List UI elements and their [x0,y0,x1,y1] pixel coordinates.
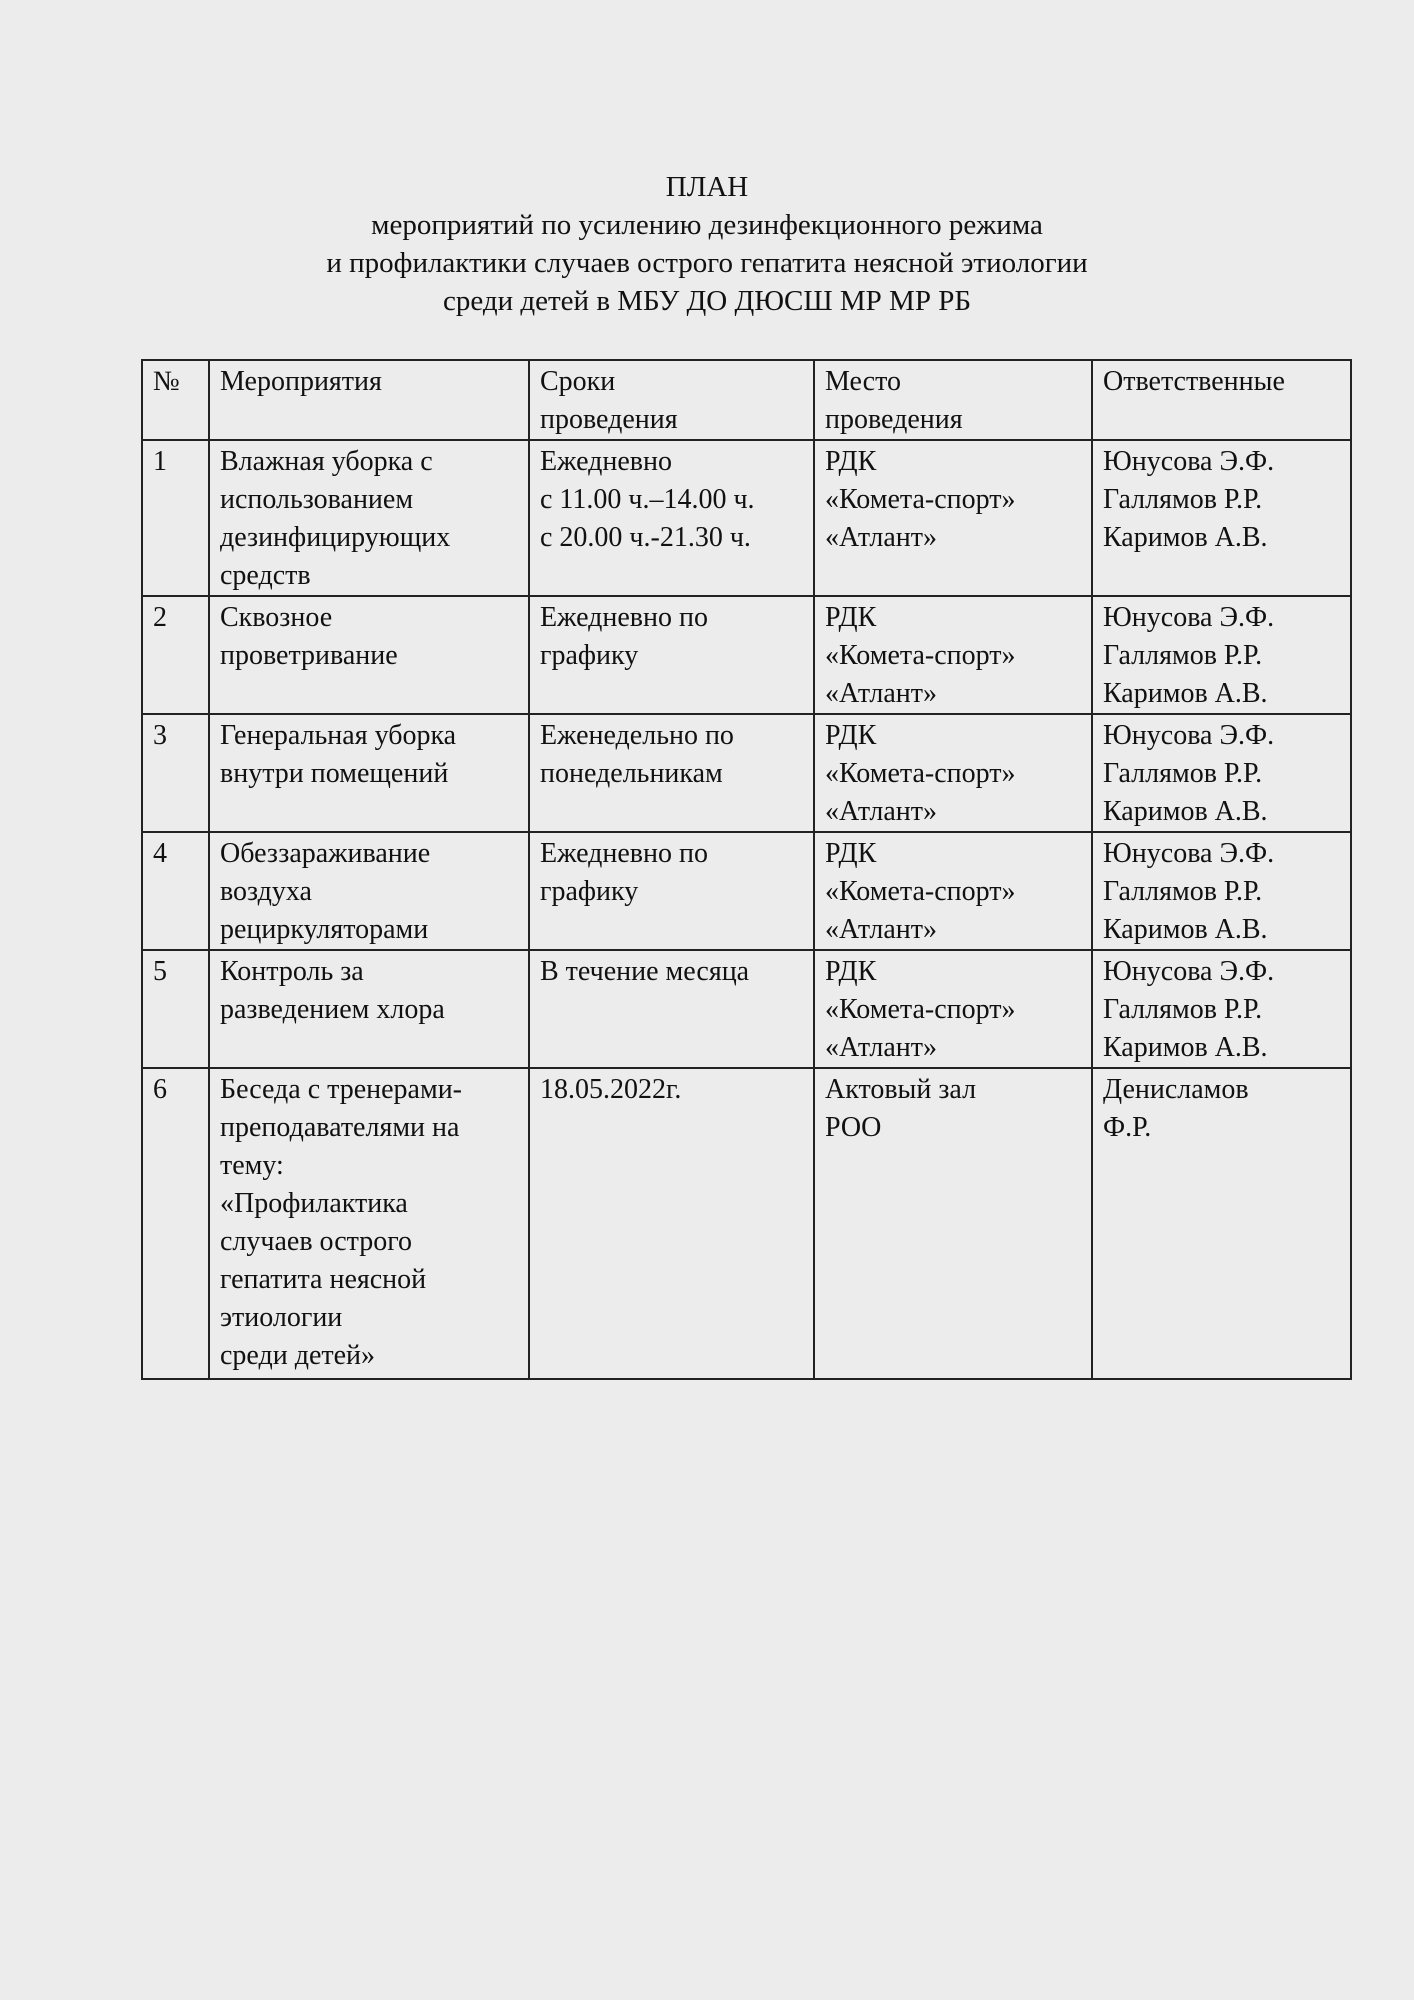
cell-timing: Ежедневно с 11.00 ч.–14.00 ч. с 20.00 ч.-21.30 ч. [529,440,814,596]
cell-number: 3 [142,714,209,832]
cell-responsible: Юнусова Э.Ф. Галлямов Р.Р. Каримов А.В. [1092,440,1351,596]
cell-number: 2 [142,596,209,714]
cell-number: 6 [142,1068,209,1379]
cell-responsible: Юнусова Э.Ф. Галлямов Р.Р. Каримов А.В. [1092,832,1351,950]
table-row [142,596,1351,714]
header-timing: Сроки проведения [529,360,814,440]
cell-activity: Беседа с тренерами- преподавателями на тему: «Профилактика случаев острого гепатита неясной этиологии среди детей» [209,1068,529,1379]
cell-activity: Контроль за разведением хлора [209,950,529,1068]
header-activity: Мероприятия [209,360,529,440]
cell-number: 1 [142,440,209,596]
header-responsible: Ответственные [1092,360,1351,440]
cell-timing: Ежедневно по графику [529,596,814,714]
cell-responsible: Юнусова Э.Ф. Галлямов Р.Р. Каримов А.В. [1092,714,1351,832]
plan-table [141,359,1352,1380]
cell-location: РДК «Комета-спорт» «Атлант» [814,950,1092,1068]
cell-timing: В течение месяца [529,950,814,1068]
cell-location: Актовый зал РОО [814,1068,1092,1379]
header-location: Место проведения [814,360,1092,440]
table-row [142,714,1351,832]
table-row [142,832,1351,950]
cell-location: РДК «Комета-спорт» «Атлант» [814,714,1092,832]
cell-responsible: Денисламов Ф.Р. [1092,1068,1351,1379]
cell-number: 4 [142,832,209,950]
table-row [142,950,1351,1068]
subtitle-line: среди детей в МБУ ДО ДЮСШ МР МР РБ [443,285,971,317]
cell-timing: Ежедневно по графику [529,832,814,950]
cell-number: 5 [142,950,209,1068]
subtitle-line: мероприятий по усилению дезинфекционного режима [371,209,1043,241]
table-row [142,1068,1351,1379]
cell-timing: 18.05.2022г. [529,1068,814,1379]
cell-responsible: Юнусова Э.Ф. Галлямов Р.Р. Каримов А.В. [1092,950,1351,1068]
table-header-row [142,360,1351,440]
cell-location: РДК «Комета-спорт» «Атлант» [814,440,1092,596]
cell-activity: Сквозное проветривание [209,596,529,714]
cell-responsible: Юнусова Э.Ф. Галлямов Р.Р. Каримов А.В. [1092,596,1351,714]
cell-activity: Обеззараживание воздуха рециркуляторами [209,832,529,950]
cell-timing: Еженедельно по понедельникам [529,714,814,832]
cell-location: РДК «Комета-спорт» «Атлант» [814,596,1092,714]
cell-activity: Влажная уборка с использованием дезинфицирующих средств [209,440,529,596]
document-title: ПЛАН [665,171,749,203]
cell-activity: Генеральная уборка внутри помещений [209,714,529,832]
cell-location: РДК «Комета-спорт» «Атлант» [814,832,1092,950]
document-heading [0,168,1414,320]
table-row [142,440,1351,596]
header-number: № [142,360,209,440]
subtitle-line: и профилактики случаев острого гепатита неясной этиологии [326,247,1088,279]
